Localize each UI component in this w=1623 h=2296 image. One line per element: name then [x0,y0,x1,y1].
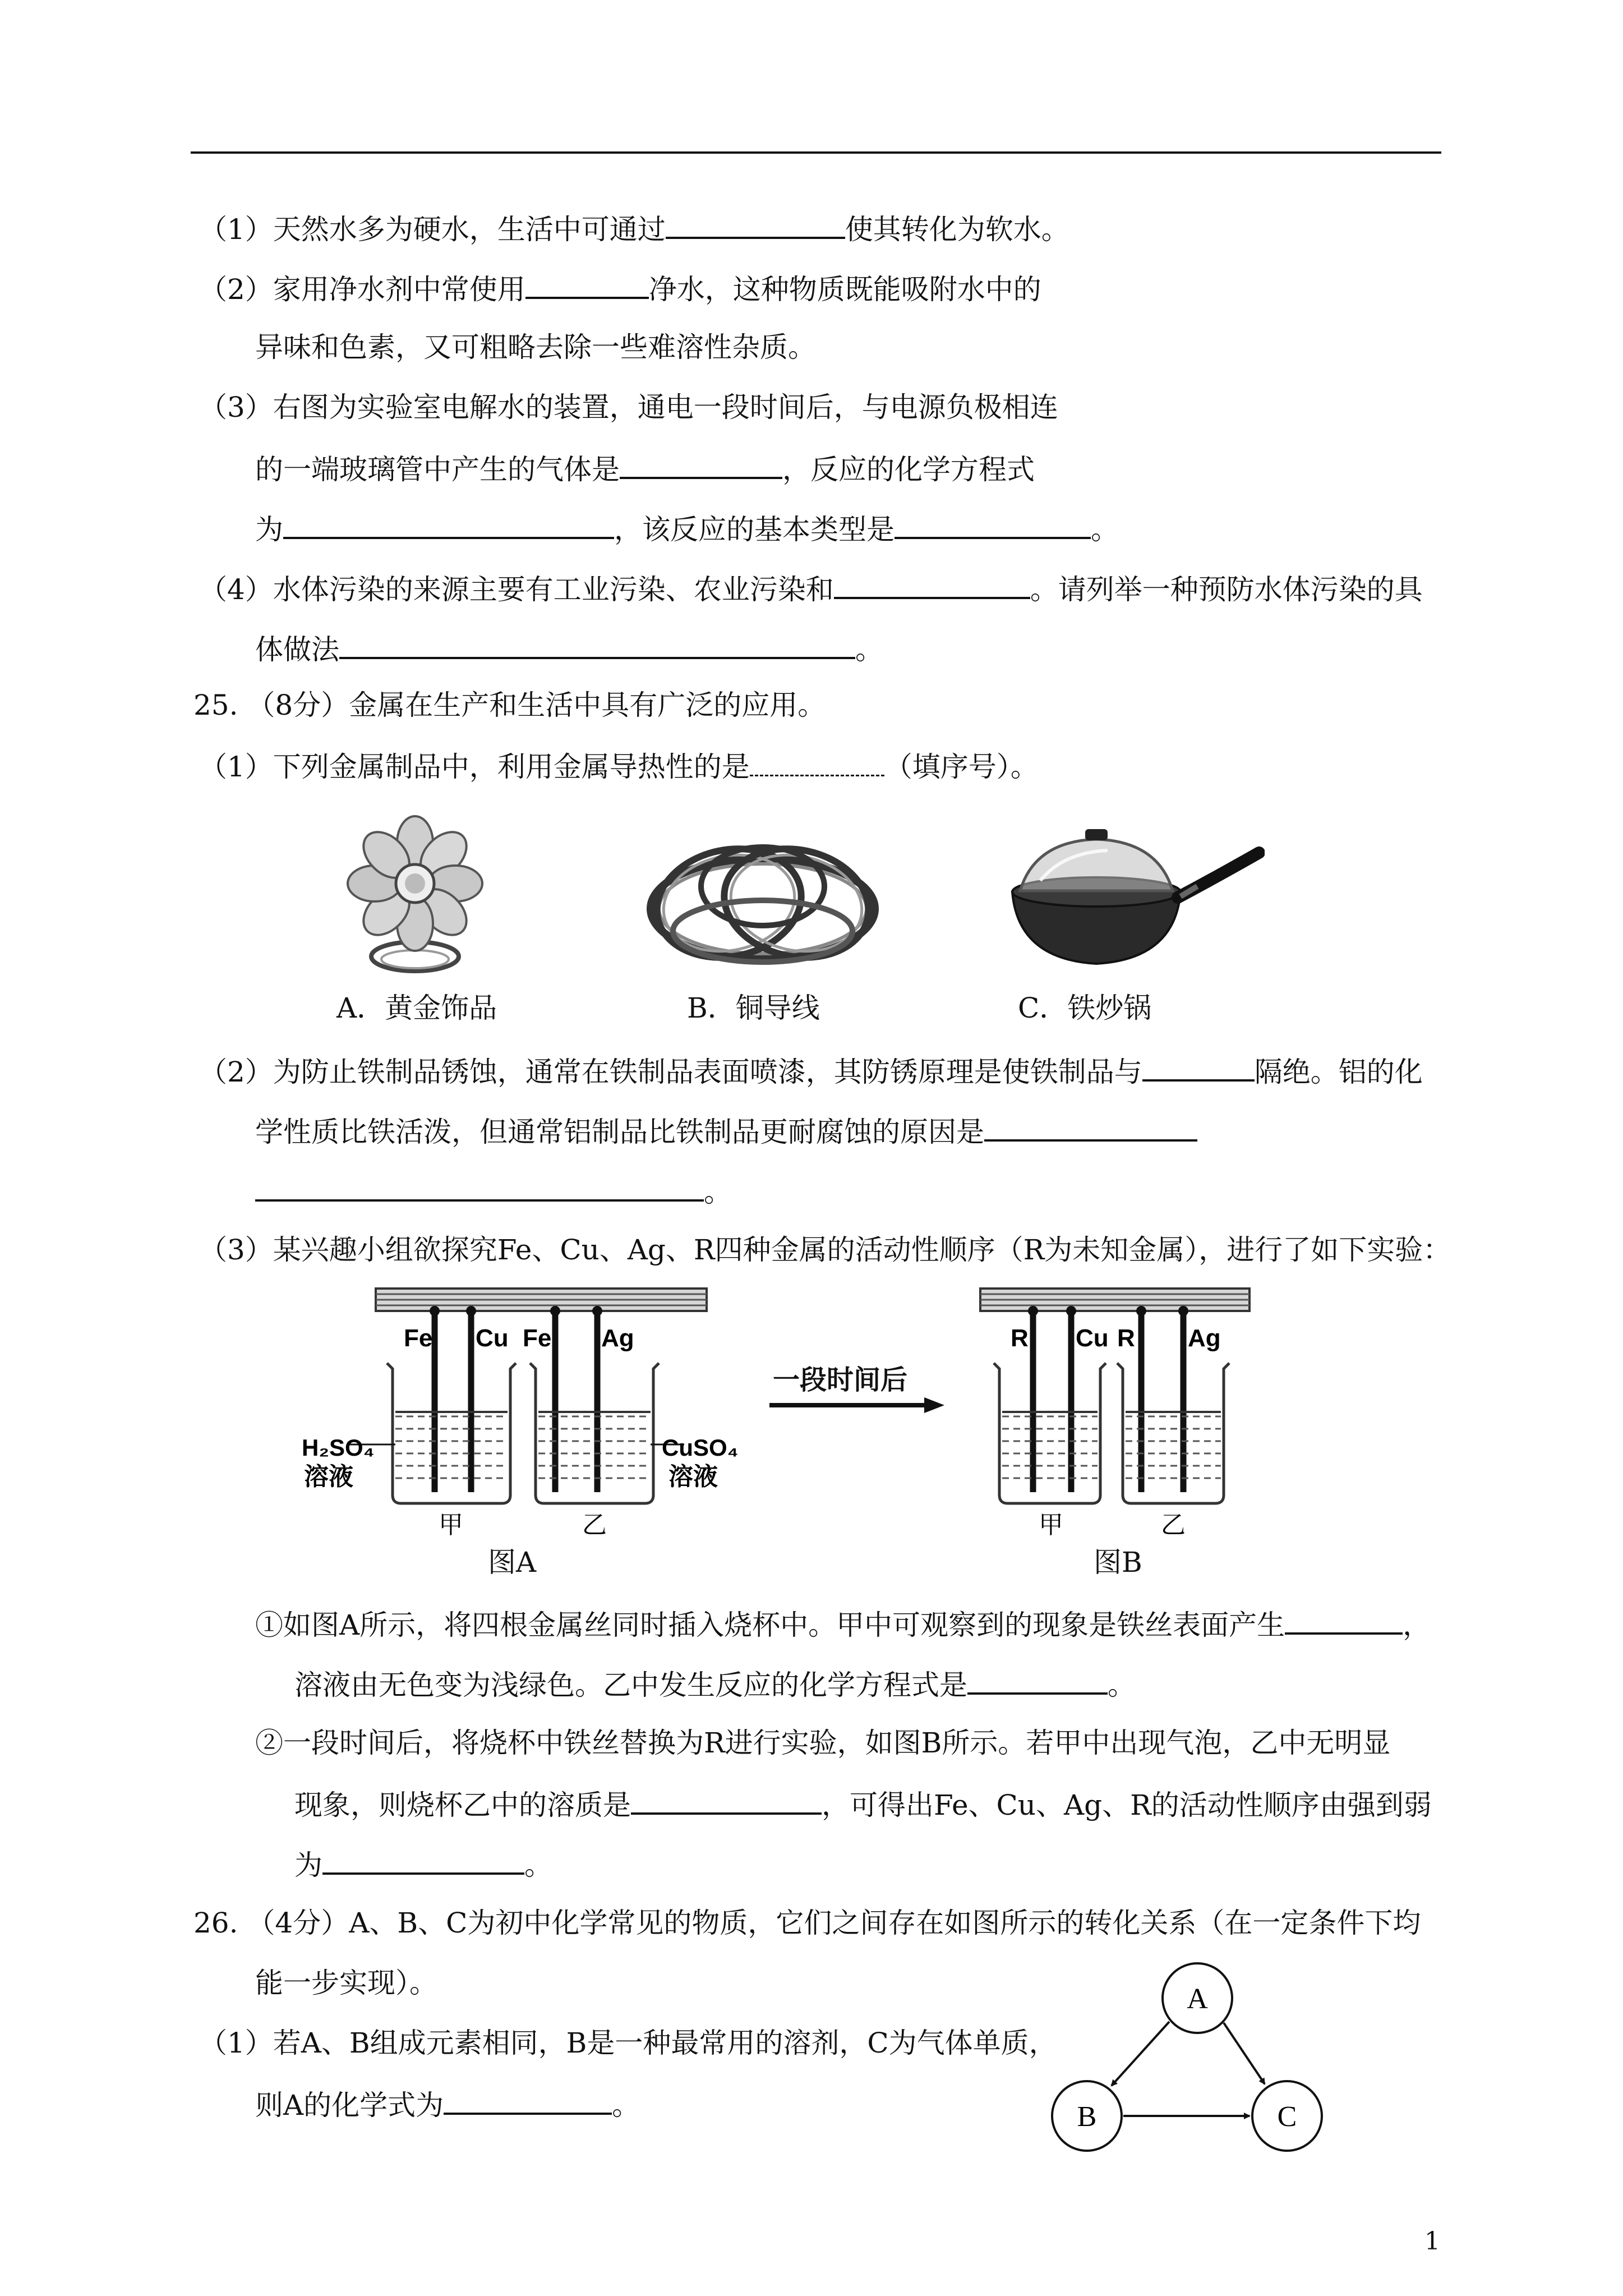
right-arrow-icon [767,1394,947,1416]
fig-a-left-solution-formula: H₂SO₄ [302,1434,375,1461]
node-b-label: B [1077,2101,1097,2133]
q25-sub2-line2: 现象，则烧杯乙中的溶质是 ，可得出Fe、Cu、Ag、R的活动性顺序由强到弱 [294,1783,1432,1825]
q25-part2-line3: 。 [255,1170,732,1212]
q25-sub2: ②一段时间后，将烧杯中铁丝替换为R进行实验，如图B所示。若甲中出现气泡，乙中无明显 [255,1727,1391,1759]
conversion-diagram [1049,1952,1340,2154]
figure-a-caption: 图A [488,1546,537,1579]
answer-blank[interactable] [283,508,614,539]
answer-blank[interactable] [895,508,1091,539]
node-a-label: A [1187,1983,1208,2015]
answer-blank[interactable] [339,628,855,659]
answer-blank[interactable] [984,1110,1197,1142]
q25-sub1-line2: 溶液由无色变为浅绿色。乙中发生反应的化学方程式是 。 [294,1663,1136,1705]
fig-a-right-solution-formula: CuSO₄ [662,1434,739,1461]
header-rule [191,151,1441,154]
gold-flower-ring-image [336,813,494,982]
fig-b-wire-label: Ag [1188,1324,1221,1352]
fig-b-wire-label: R [1011,1324,1029,1352]
q24-part2: （2）家用净水剂中常使用 净水，这种物质既能吸附水中的 [199,268,1041,309]
q26-part1: （1）若A、B组成元素相同，B是一种最常用的溶剂，C为气体单质， [199,2027,1057,2059]
answer-blank[interactable] [620,448,782,479]
q24-part3-line2: 的一端玻璃管中产生的气体是 ，反应的化学方程式 [255,448,1035,489]
answer-blank[interactable] [631,1783,822,1815]
page-number: 1 [1424,2227,1440,2256]
fig-a-wire-label: Cu [476,1324,509,1352]
answer-blank[interactable] [666,208,845,239]
fig-a-left-solution-word: 溶液 [304,1462,353,1491]
fig-a-beaker-label: 甲 [439,1511,463,1539]
q24-part3: （3）右图为实验室电解水的装置，通电一段时间后，与电源负极相连 [199,391,1058,424]
fig-a-beaker-label: 乙 [582,1511,607,1539]
fig-a-wire-label: Fe [523,1324,552,1352]
answer-blank[interactable] [1285,1603,1403,1635]
arrow-label: 一段时间后 [773,1364,908,1396]
answer-blank[interactable] [967,1663,1108,1695]
fig-b-wire-label: R [1117,1324,1135,1352]
q24-part3-line3: 为 ，该反应的基本类型是 。 [255,508,1119,549]
fig-b-beaker-label: 甲 [1039,1511,1063,1539]
answer-blank[interactable] [322,1843,524,1875]
fig-a-wire-label: Ag [601,1324,634,1352]
option-b-label: B．铜导线 [687,992,820,1024]
q26-part1-line2: 则A的化学式为 。 [255,2083,640,2125]
experiment-figure-a [292,1282,751,1540]
arrow-a-to-c [1224,2023,1265,2084]
q25-sub2-line3: 为 。 [294,1843,552,1885]
q25-part1: （1）下列金属制品中，利用金属导热性的是 （填序号）。 [199,746,1039,786]
figure-b-caption: 图B [1094,1546,1142,1579]
iron-wok-image [995,825,1265,970]
answer-blank[interactable] [750,746,884,776]
answer-blank[interactable] [834,568,1030,599]
q25-header: 25. （8分）金属在生产和生活中具有广泛的应用。 [193,689,826,721]
q26-header-line2: 能一步实现）。 [255,1967,437,1999]
q26-header: 26. （4分）A、B、C为初中化学常见的物质，它们之间存在如图所示的转化关系（在一定条件下均 [193,1907,1421,1939]
q25-sub1: ①如图A所示，将四根金属丝同时插入烧杯中。甲中可观察到的现象是铁丝表面产生 ， [255,1603,1431,1645]
fig-b-beaker-label: 乙 [1161,1511,1186,1539]
fig-a-wire-label: Fe [404,1324,433,1352]
node-c-label: C [1277,2101,1297,2133]
copper-wire-coil-image [634,819,892,982]
q24-part4: （4）水体污染的来源主要有工业污染、农业污染和 。请列举一种预防水体污染的具 [199,568,1423,609]
answer-blank[interactable] [255,1170,704,1202]
q25-part2-line2: 学性质比铁活泼，但通常铝制品比铁制品更耐腐蚀的原因是 [255,1110,1197,1152]
fig-a-right-solution-word: 溶液 [668,1462,718,1491]
answer-blank[interactable] [444,2083,612,2115]
option-a-label: A．黄金饰品 [336,992,497,1024]
answer-blank[interactable] [1142,1050,1255,1082]
q24-part4-line2: 体做法 。 [255,628,883,669]
q24-part2-cont: 异味和色素，又可粗略去除一些难溶性杂质。 [255,331,816,364]
q25-part3: （3）某兴趣小组欲探究Fe、Cu、Ag、R四种金属的活动性顺序（R为未知金属），进行了如下实验： [199,1234,1451,1266]
q24-part1: （1）天然水多为硬水，生活中可通过 使其转化为软水。 [199,208,1069,249]
experiment-figure-b [970,1282,1262,1540]
fig-b-wire-label: Cu [1076,1324,1109,1352]
answer-blank[interactable] [525,268,649,299]
arrow-a-to-b [1112,2022,1169,2086]
q25-part2: （2）为防止铁制品锈蚀，通常在铁制品表面喷漆，其防锈原理是使铁制品与 隔绝。铝的化 [199,1050,1423,1092]
option-c-label: C．铁炒锅 [1018,992,1152,1024]
